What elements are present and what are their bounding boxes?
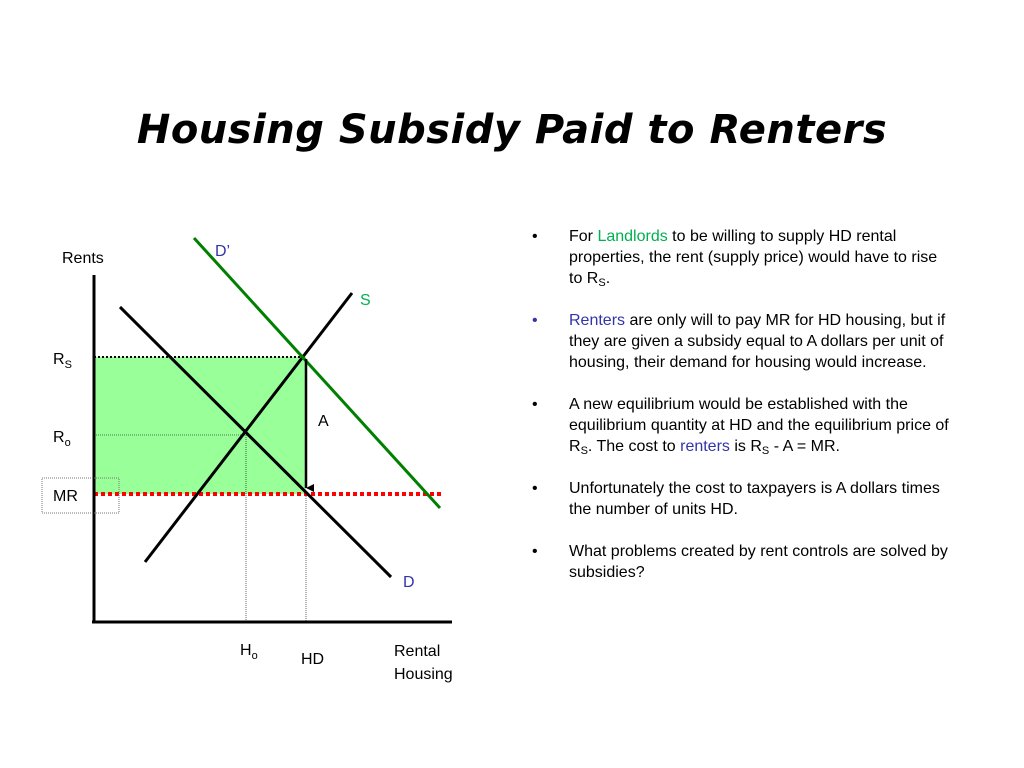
s-label: S: [360, 292, 371, 309]
mr-label: MR: [53, 488, 78, 505]
rs-label: $R_S$: [53, 351, 72, 371]
subsidy-area: [94, 357, 306, 494]
bullet-marker: •: [532, 312, 538, 329]
landlords-highlight: Landlords: [597, 228, 668, 245]
x-axis-label-line2: Housing: [394, 666, 453, 683]
hd-label: HD: [301, 651, 325, 668]
bullet-landlords: • For Landlords to be willing to supply HD rental properties, the rent (supply price) would have to rise to $R_S$.: [532, 228, 938, 289]
ro-label: $R_o$: [53, 429, 71, 449]
bullet-marker: •: [532, 396, 538, 413]
explanation-bullets: [532, 226, 952, 604]
d-prime-label: D’: [215, 243, 231, 260]
bullet-taxpayers: • Unfortunately the cost to taxpayers is A dollars times the number of units HD.: [532, 480, 940, 518]
bullet-renters: • Renters are only will to pay MR for HD housing, but if they are given a subsidy equal to A dollars per unit of housing, their demand for housing would increase.: [532, 312, 946, 371]
renters-highlight: Renters: [569, 312, 626, 329]
slide-title: Housing Subsidy Paid to Renters: [136, 107, 888, 153]
a-label: A: [318, 413, 329, 430]
bullet-new-equilibrium: • A new equilibrium would be established with the equilibrium quantity at HD and the equilibrium price of $R_S$. The cost to renters is $R_S$ - A = MR.: [532, 396, 949, 457]
bullet-question: • What problems created by rent controls are solved by subsidies?: [532, 543, 948, 581]
y-axis-label: Rents: [62, 250, 104, 267]
ho-label: $H_o$: [240, 642, 258, 662]
bullet-marker: •: [532, 228, 538, 245]
bullet-marker: •: [532, 543, 538, 560]
renters-highlight: renters: [680, 438, 730, 455]
bullet-marker: •: [532, 480, 538, 497]
d-label: D: [403, 574, 415, 591]
x-axis-label-line1: Rental: [394, 643, 441, 660]
